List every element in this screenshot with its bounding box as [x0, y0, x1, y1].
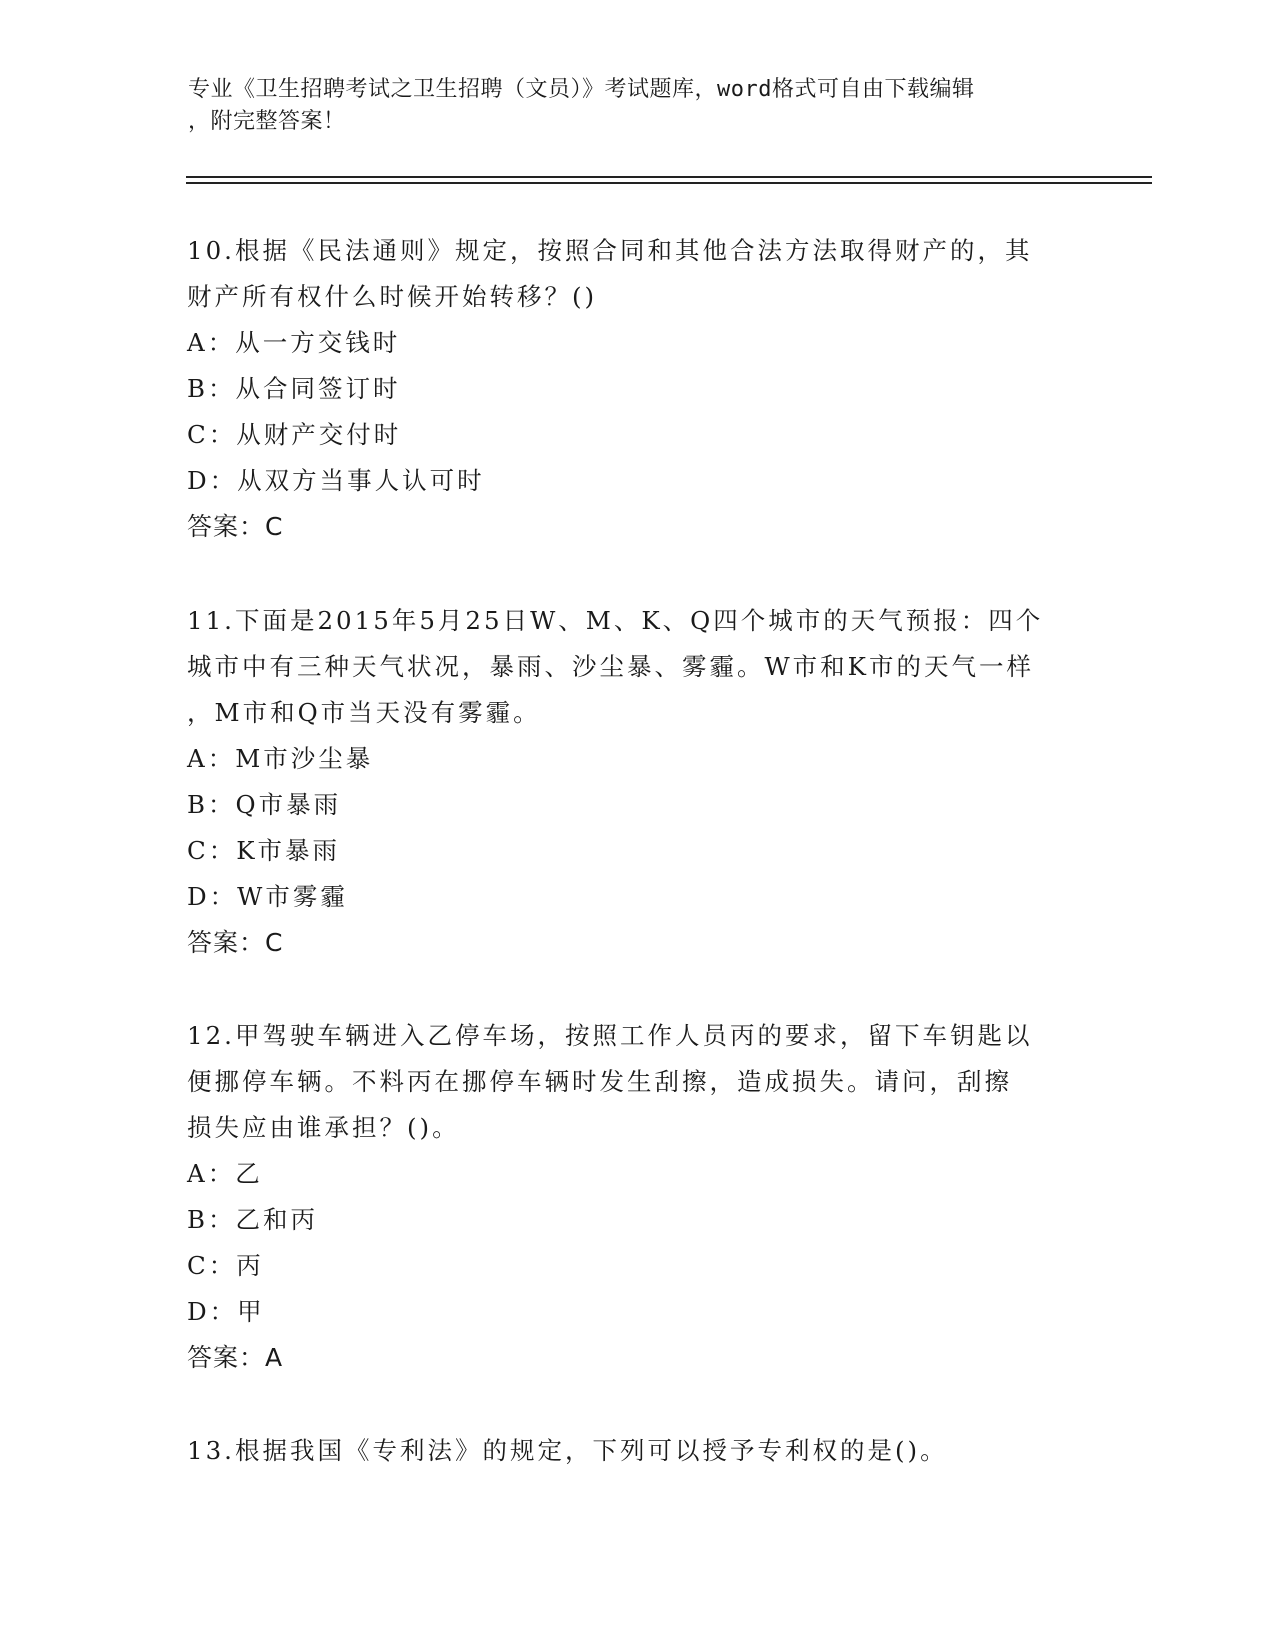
answer-label: 答案：C: [187, 512, 284, 541]
answer-label: 答案：C: [187, 928, 284, 957]
header-divider-top: [186, 176, 1152, 178]
option-b: B：乙和丙: [187, 1205, 319, 1234]
option-d: D：W市雾霾: [187, 882, 348, 911]
option-a: A：从一方交钱时: [187, 328, 401, 357]
document-header: [188, 74, 1068, 138]
option-a: A：乙: [187, 1159, 263, 1188]
question-10: [187, 228, 1087, 550]
option-c: C：K市暴雨: [187, 836, 341, 865]
option-b: B：从合同签订时: [187, 374, 401, 403]
question-stem: 13.根据我国《专利法》的规定，下列可以授予专利权的是()。: [187, 1436, 948, 1465]
question-11: [187, 598, 1087, 966]
question-stem: 城市中有三种天气状况，暴雨、沙尘暴、雾霾。W市和K市的天气一样: [187, 652, 1034, 681]
header-line-1: 专业《卫生招聘考试之卫生招聘（文员）》考试题库，word格式可自由下载编辑: [188, 77, 975, 102]
question-13: [187, 1428, 1087, 1474]
answer-label: 答案：A: [187, 1343, 284, 1372]
question-stem: ，M市和Q市当天没有雾霾。: [187, 698, 541, 727]
question-stem: 11.下面是2015年5月25日W、M、K、Q四个城市的天气预报：四个: [187, 606, 1044, 635]
question-stem: 损失应由谁承担？()。: [187, 1113, 460, 1142]
question-12: [187, 1013, 1087, 1381]
header-divider-bottom: [186, 182, 1152, 184]
option-d: D：从双方当事人认可时: [187, 466, 485, 495]
option-d: D：甲: [187, 1297, 265, 1326]
option-c: C：从财产交付时: [187, 420, 402, 449]
option-a: A：M市沙尘暴: [187, 744, 374, 773]
question-stem: 10.根据《民法通则》规定，按照合同和其他合法方法取得财产的，其: [187, 236, 1033, 265]
question-stem: 便挪停车辆。不料丙在挪停车辆时发生刮擦，造成损失。请问，刮擦: [187, 1067, 1012, 1096]
question-stem: 财产所有权什么时候开始转移？(): [187, 282, 598, 311]
question-stem: 12.甲驾驶车辆进入乙停车场，按照工作人员丙的要求，留下车钥匙以: [187, 1021, 1033, 1050]
header-line-2: ，附完整答案！: [188, 109, 346, 134]
option-c: C：丙: [187, 1251, 264, 1280]
option-b: B：Q市暴雨: [187, 790, 342, 819]
